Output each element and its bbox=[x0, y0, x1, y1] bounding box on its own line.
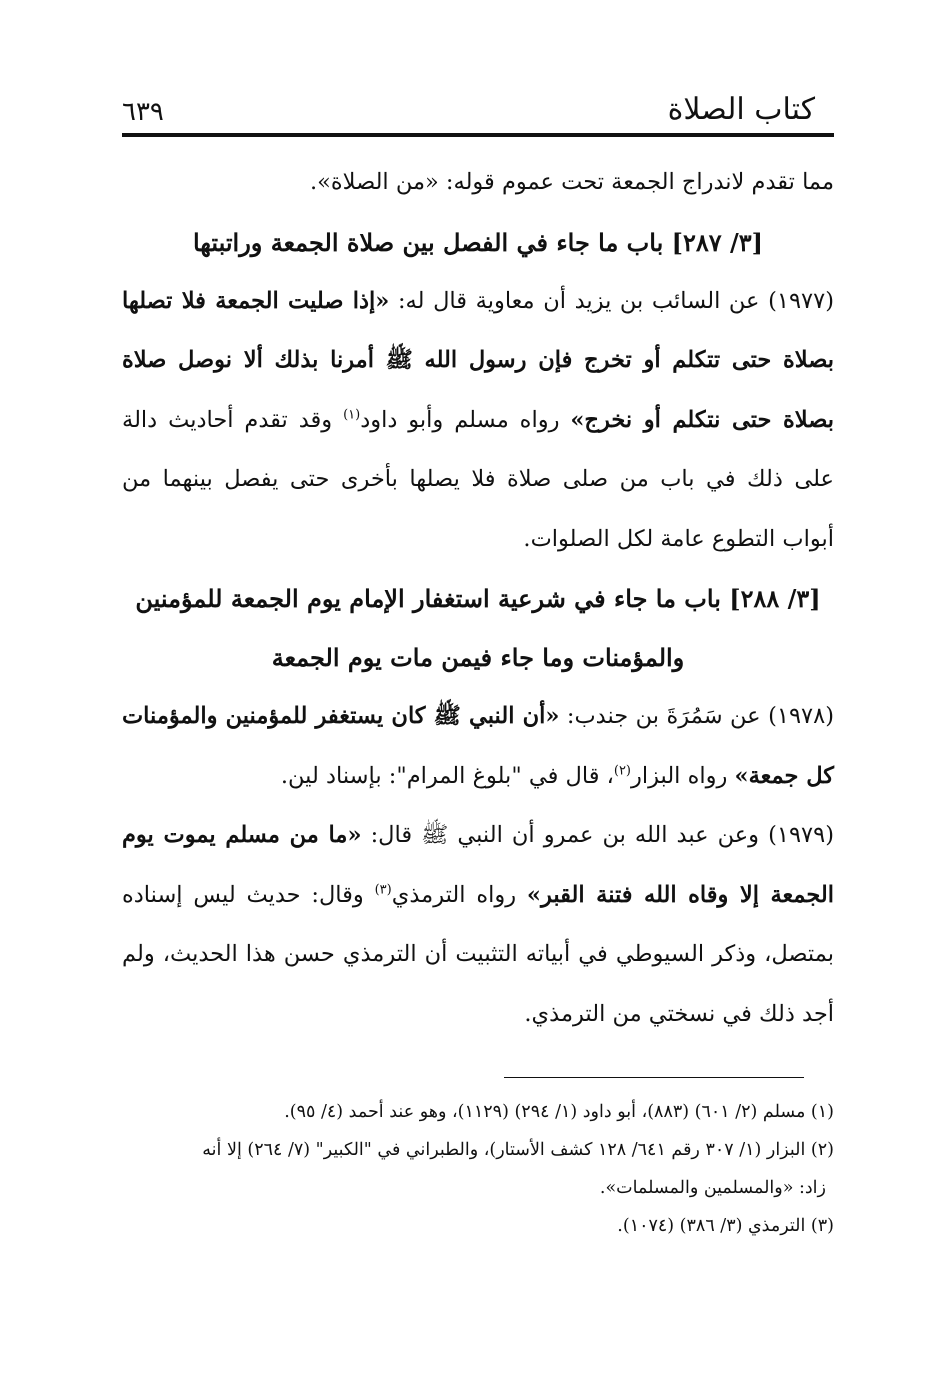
chapter-heading-287: [٣/ ٢٨٧] باب ما جاء في الفصل بين صلاة الجمعة وراتبتها bbox=[192, 227, 764, 257]
hadith-commentary: وقد تقدم أحاديث دالة على ذلك في باب من صلى صلاة فلا يصلها بأخرى حتى يفصل بينهما من أبواب التطوع عامة لكل الصلوات. bbox=[122, 406, 834, 552]
footnote-2: (٢) البزار (١/ ٣٠٧ رقم ٦٤١/ ١٢٨ كشف الأستار)، والطبراني في "الكبير" (٧/ ٢٦٤) إلا أنه bbox=[202, 1140, 834, 1160]
footnotes bbox=[122, 1093, 834, 1245]
footnote-2-continuation: زاد: «والمسلمين والمسلمات». bbox=[599, 1178, 826, 1198]
header-rule bbox=[122, 133, 834, 137]
hadith-1979 bbox=[122, 806, 834, 1044]
hadith-intro: (١٩٧٨) عن سَمُرَةَ بن جندب: bbox=[559, 703, 834, 729]
hadith-quote: «أن النبي ﷺ كان يستغفر للمؤمنين والمؤمنات كل جمعة» bbox=[122, 703, 834, 789]
hadith-source: رواه البزار bbox=[631, 762, 735, 789]
hadith-commentary: ، قال في "بلوغ المرام": بإسناد لين. bbox=[280, 762, 614, 789]
footnote-separator bbox=[504, 1077, 804, 1078]
hadith-commentary: وقال: حديث ليس إسناده بمتصل، وذكر السيوطي في أبياته التثبيت أن الترمذي حسن هذا الحديث، ولم أجد ذلك في نسختي من الترمذي. bbox=[122, 881, 834, 1027]
hadith-source: رواه مسلم وأبو داود bbox=[360, 406, 571, 433]
hadith-intro: (١٩٧٩) وعن عبد الله بن عمرو أن النبي ﷺ قال: bbox=[361, 822, 835, 848]
hadith-1978 bbox=[122, 687, 834, 806]
footnote-1: (١) مسلم (٢/ ٦٠١) (٨٨٣)، أبو داود (١/ ٢٩٤) (١١٢٩)، وهو عند أحمد (٤/ ٩٥). bbox=[284, 1102, 834, 1122]
footnote-3: (٣) الترمذي (٣/ ٣٨٦) (١٠٧٤). bbox=[617, 1216, 834, 1236]
continuation-paragraph: مما تقدم لاندراج الجمعة تحت عموم قوله: «من الصلاة». bbox=[309, 169, 834, 195]
hadith-quote: «ما من مسلم يموت يوم الجمعة إلا وقاه الله فتنة القبر» bbox=[122, 822, 835, 908]
hadith-quote: «إذا صليت الجمعة فلا تصلها بصلاة حتى تتكلم أو تخرج فإن رسول الله ﷺ أمرنا بذلك ألا نوصل صلاة بصلاة حتى نتكلم أو نخرج» bbox=[122, 287, 834, 433]
footnote-ref-1[interactable]: (١) bbox=[343, 407, 361, 422]
page-number: ٦٣٩ bbox=[122, 97, 164, 127]
running-header-title: كتاب الصلاة bbox=[667, 92, 815, 127]
footnote-ref-2[interactable]: (٢) bbox=[613, 763, 631, 778]
footnote-ref-3[interactable]: (٣) bbox=[374, 882, 392, 897]
hadith-source: رواه الترمذي bbox=[391, 881, 527, 908]
chapter-heading-288: [٣/ ٢٨٨] باب ما جاء في شرعية استغفار الإمام يوم الجمعة للمؤمنين والمؤمنات وما جاء فيمن مات يوم الجمعة bbox=[135, 584, 821, 672]
hadith-intro: (١٩٧٧) عن السائب بن يزيد أن معاوية قال له: bbox=[389, 287, 834, 314]
main-text bbox=[122, 153, 834, 1044]
hadith-1977 bbox=[122, 272, 834, 570]
